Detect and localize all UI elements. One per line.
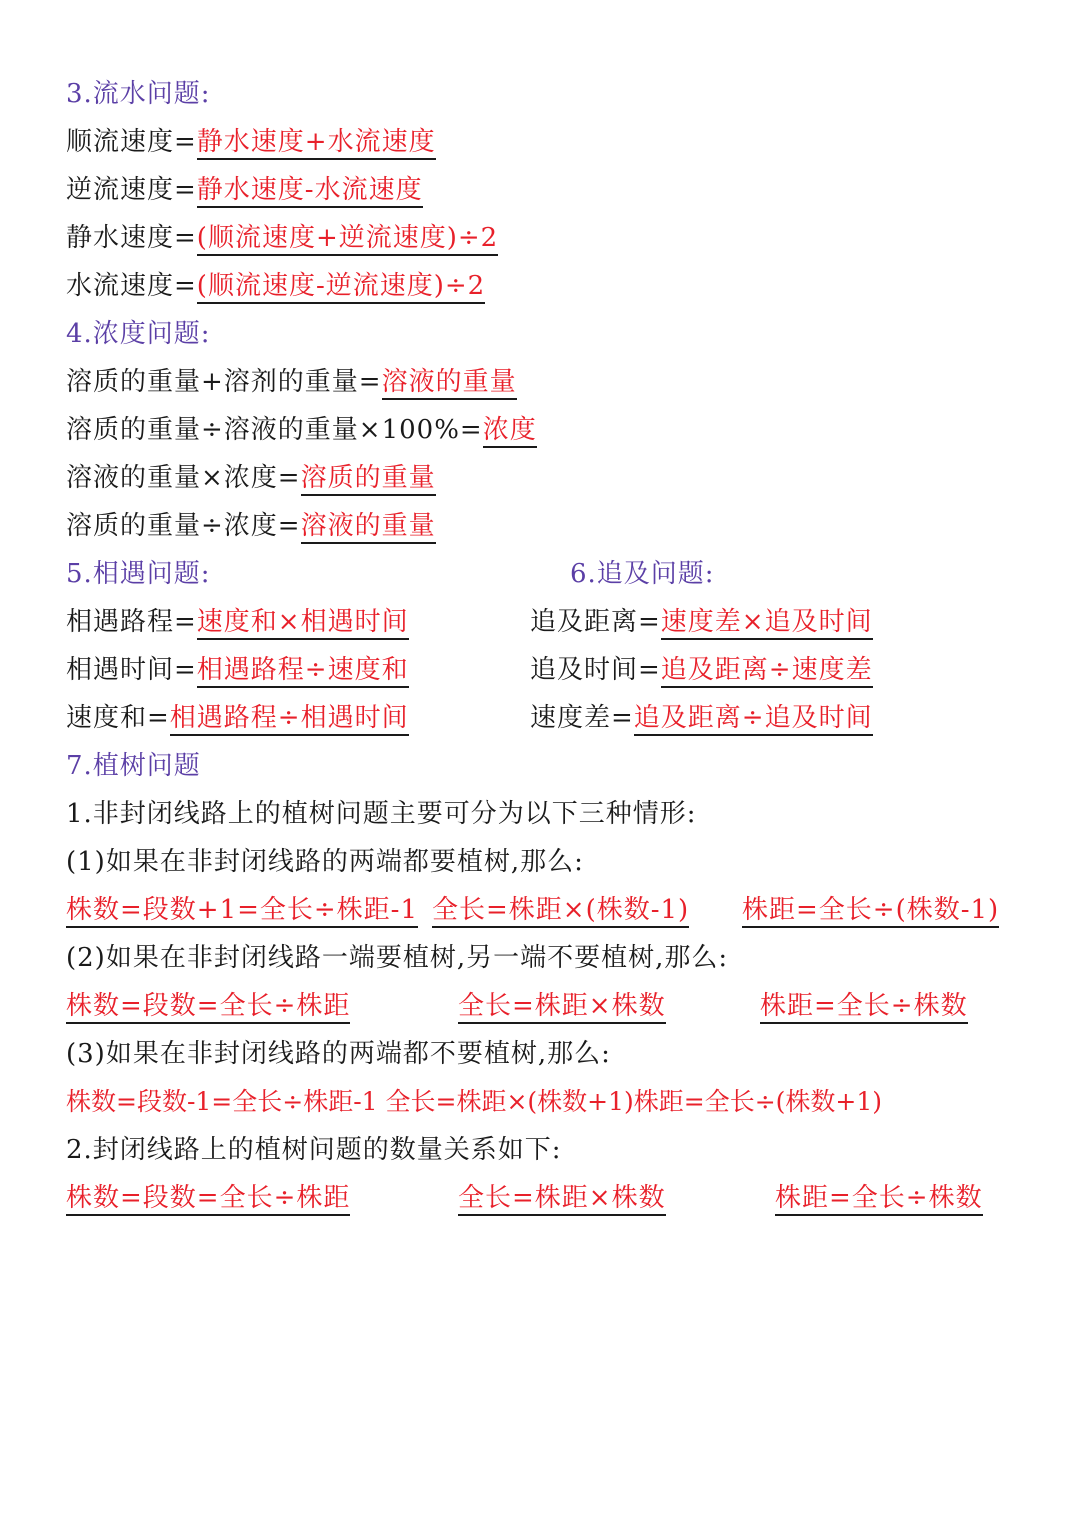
formula-row — [66, 604, 409, 640]
formula-label: 溶质的重量+溶剂的重量= — [66, 367, 382, 397]
formula-row — [458, 988, 666, 1024]
formula-answer: 速度和×相遇时间 — [197, 607, 409, 640]
formula-row — [742, 892, 999, 928]
case-text: (1)如果在非封闭线路的两端都要植树,那么: — [66, 847, 584, 877]
formula-line: 株数=段数-1=全长÷株距-1 全长=株距×(株数+1)株距=全长÷(株数+1) — [66, 1087, 883, 1116]
formula-label: 逆流速度= — [66, 175, 197, 205]
formula-row — [66, 508, 436, 544]
formula-label: 相遇时间= — [66, 655, 197, 685]
formula-row — [66, 364, 517, 400]
formula-row — [530, 604, 873, 640]
formula-label: 溶质的重量÷浓度= — [66, 511, 301, 541]
formula-answer: 全长=株距×(株数-1) — [432, 895, 689, 928]
formula-row — [66, 124, 436, 160]
formula-label: 速度和= — [66, 703, 170, 733]
formula-label: 静水速度= — [66, 223, 197, 253]
formula-answer: (顺流速度-逆流速度)÷2 — [197, 271, 485, 304]
formula-row — [66, 652, 409, 688]
formula-row — [432, 892, 689, 928]
formula-row — [66, 268, 485, 304]
formula-answer: 追及距离÷速度差 — [661, 655, 873, 688]
section-6-title: 6.追及问题: — [570, 559, 715, 589]
formula-row — [66, 220, 498, 256]
formula-answer: 株数=段数=全长÷株距 — [66, 1183, 350, 1216]
formula-label: 相遇路程= — [66, 607, 197, 637]
formula-row — [66, 412, 537, 448]
section-5-title: 5.相遇问题: — [66, 559, 211, 589]
formula-row — [66, 1180, 350, 1216]
formula-answer: 静水速度+水流速度 — [197, 127, 436, 160]
formula-row — [66, 460, 436, 496]
formula-answer: 株距=全长÷株数 — [775, 1183, 983, 1216]
formula-answer: 株数=段数+1=全长÷株距-1 — [66, 895, 418, 928]
formula-answer: 全长=株距×株数 — [458, 1183, 666, 1216]
formula-answer: 速度差×追及时间 — [661, 607, 873, 640]
formula-row — [66, 172, 423, 208]
formula-label: 溶质的重量÷溶液的重量×100%= — [66, 415, 483, 445]
formula-answer: 株数=段数=全长÷株距 — [66, 991, 350, 1024]
formula-label: 速度差= — [530, 703, 634, 733]
formula-answer: 溶液的重量 — [382, 367, 517, 400]
formula-answer: (顺流速度+逆流速度)÷2 — [197, 223, 498, 256]
formula-row — [775, 1180, 983, 1216]
formula-label: 顺流速度= — [66, 127, 197, 157]
paragraph-text: 1.非封闭线路上的植树问题主要可分为以下三种情形: — [66, 799, 697, 829]
section-3-title: 3.流水问题: — [66, 79, 211, 109]
formula-row — [530, 700, 873, 736]
formula-label: 水流速度= — [66, 271, 197, 301]
formula-label: 追及距离= — [530, 607, 661, 637]
formula-row — [66, 892, 418, 928]
formula-answer: 全长=株距×株数 — [458, 991, 666, 1024]
formula-answer: 溶质的重量 — [301, 463, 436, 496]
formula-answer: 相遇路程÷速度和 — [197, 655, 409, 688]
formula-answer: 溶液的重量 — [301, 511, 436, 544]
formula-label: 溶液的重量×浓度= — [66, 463, 301, 493]
formula-answer: 株距=全长÷株数 — [760, 991, 968, 1024]
case-text: (2)如果在非封闭线路一端要植树,另一端不要植树,那么: — [66, 943, 729, 973]
formula-row — [66, 700, 409, 736]
formula-answer: 相遇路程÷相遇时间 — [170, 703, 409, 736]
formula-row — [458, 1180, 666, 1216]
formula-answer: 浓度 — [483, 415, 537, 448]
formula-row — [66, 988, 350, 1024]
formula-answer: 追及距离÷追及时间 — [634, 703, 873, 736]
formula-answer: 静水速度-水流速度 — [197, 175, 423, 208]
section-4-title: 4.浓度问题: — [66, 319, 211, 349]
paragraph-text: 2.封闭线路上的植树问题的数量关系如下: — [66, 1135, 562, 1165]
section-7-title: 7.植树问题 — [66, 751, 201, 781]
formula-row — [530, 652, 873, 688]
formula-answer: 株距=全长÷(株数-1) — [742, 895, 999, 928]
formula-label: 追及时间= — [530, 655, 661, 685]
case-text: (3)如果在非封闭线路的两端都不要植树,那么: — [66, 1039, 611, 1069]
formula-row — [760, 988, 968, 1024]
